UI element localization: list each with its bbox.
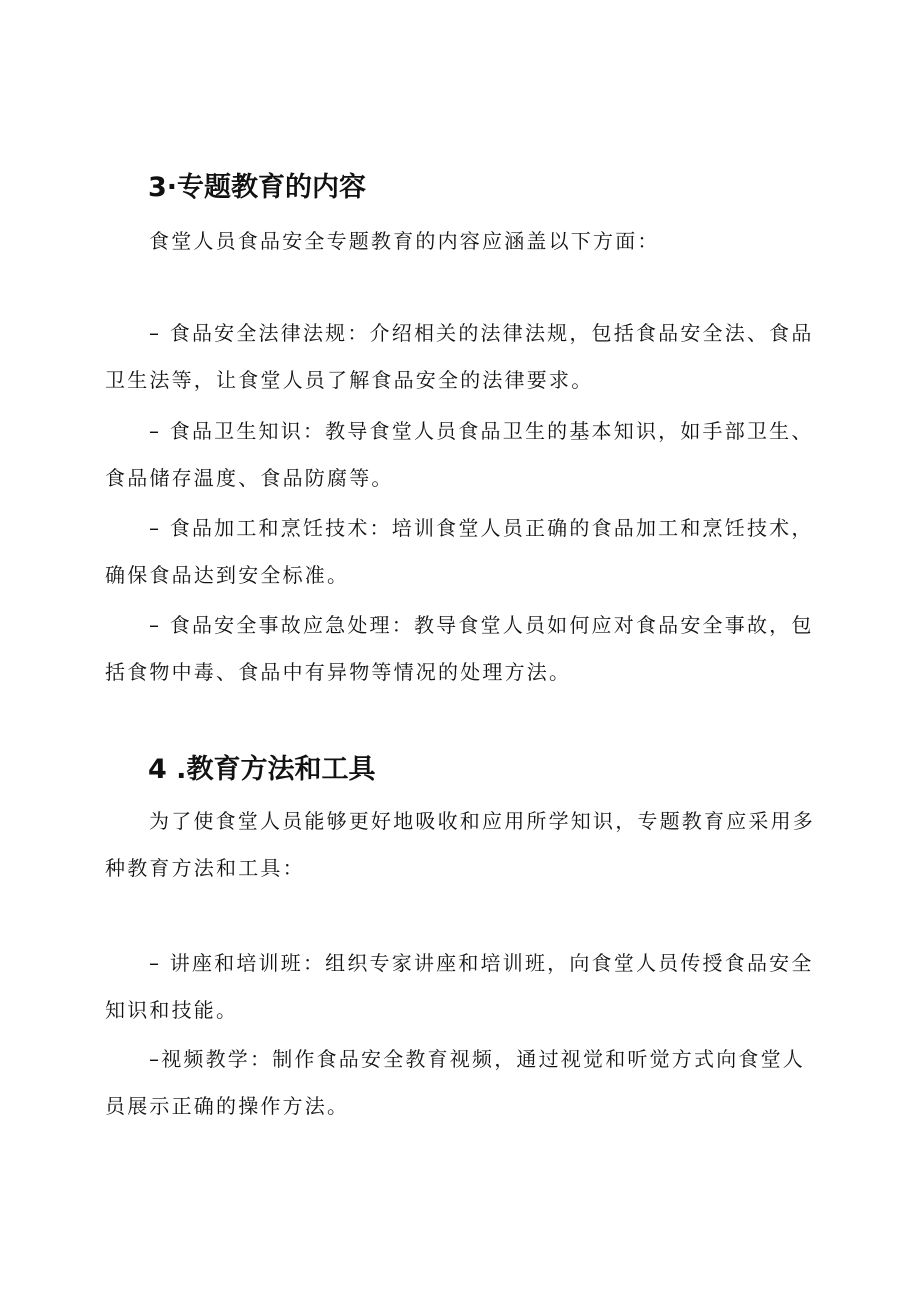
section-4-intro: 为了使食堂人员能够更好地吸收和应用所学知识，专题教育应采用多种教育方法和工具：	[105, 809, 815, 880]
section-3-item-emergency: – 食品安全事故应急处理：教导食堂人员如何应对食品安全事故，包括食物中毒、食品中有异物等情况的处理方法。	[105, 613, 814, 684]
section-heading-4: 4 .教育方法和工具	[148, 754, 376, 785]
section-3-intro: 食堂人员食品安全专题教育的内容应涵盖以下方面：	[149, 229, 660, 253]
section-4-item-lectures: – 讲座和培训班：组织专家讲座和培训班，向食堂人员传授食品安全知识和技能。	[105, 951, 814, 1022]
section-3-item-hygiene: – 食品卫生知识：教导食堂人员食品卫生的基本知识，如手部卫生、食品储存温度、食品防腐等。	[105, 419, 814, 490]
section-heading-3: 3·专题教育的内容	[148, 172, 367, 203]
section-3-item-law: – 食品安全法律法规：介绍相关的法律法规，包括食品安全法、食品卫生法等，让食堂人员了解食品安全的法律要求。	[105, 321, 814, 392]
section-3-item-cooking: – 食品加工和烹饪技术：培训食堂人员正确的食品加工和烹饪技术，确保食品达到安全标准。	[105, 516, 814, 587]
section-4-item-video: –视频教学：制作食品安全教育视频，通过视觉和听觉方式向食堂人员展示正确的操作方法。	[105, 1047, 805, 1118]
